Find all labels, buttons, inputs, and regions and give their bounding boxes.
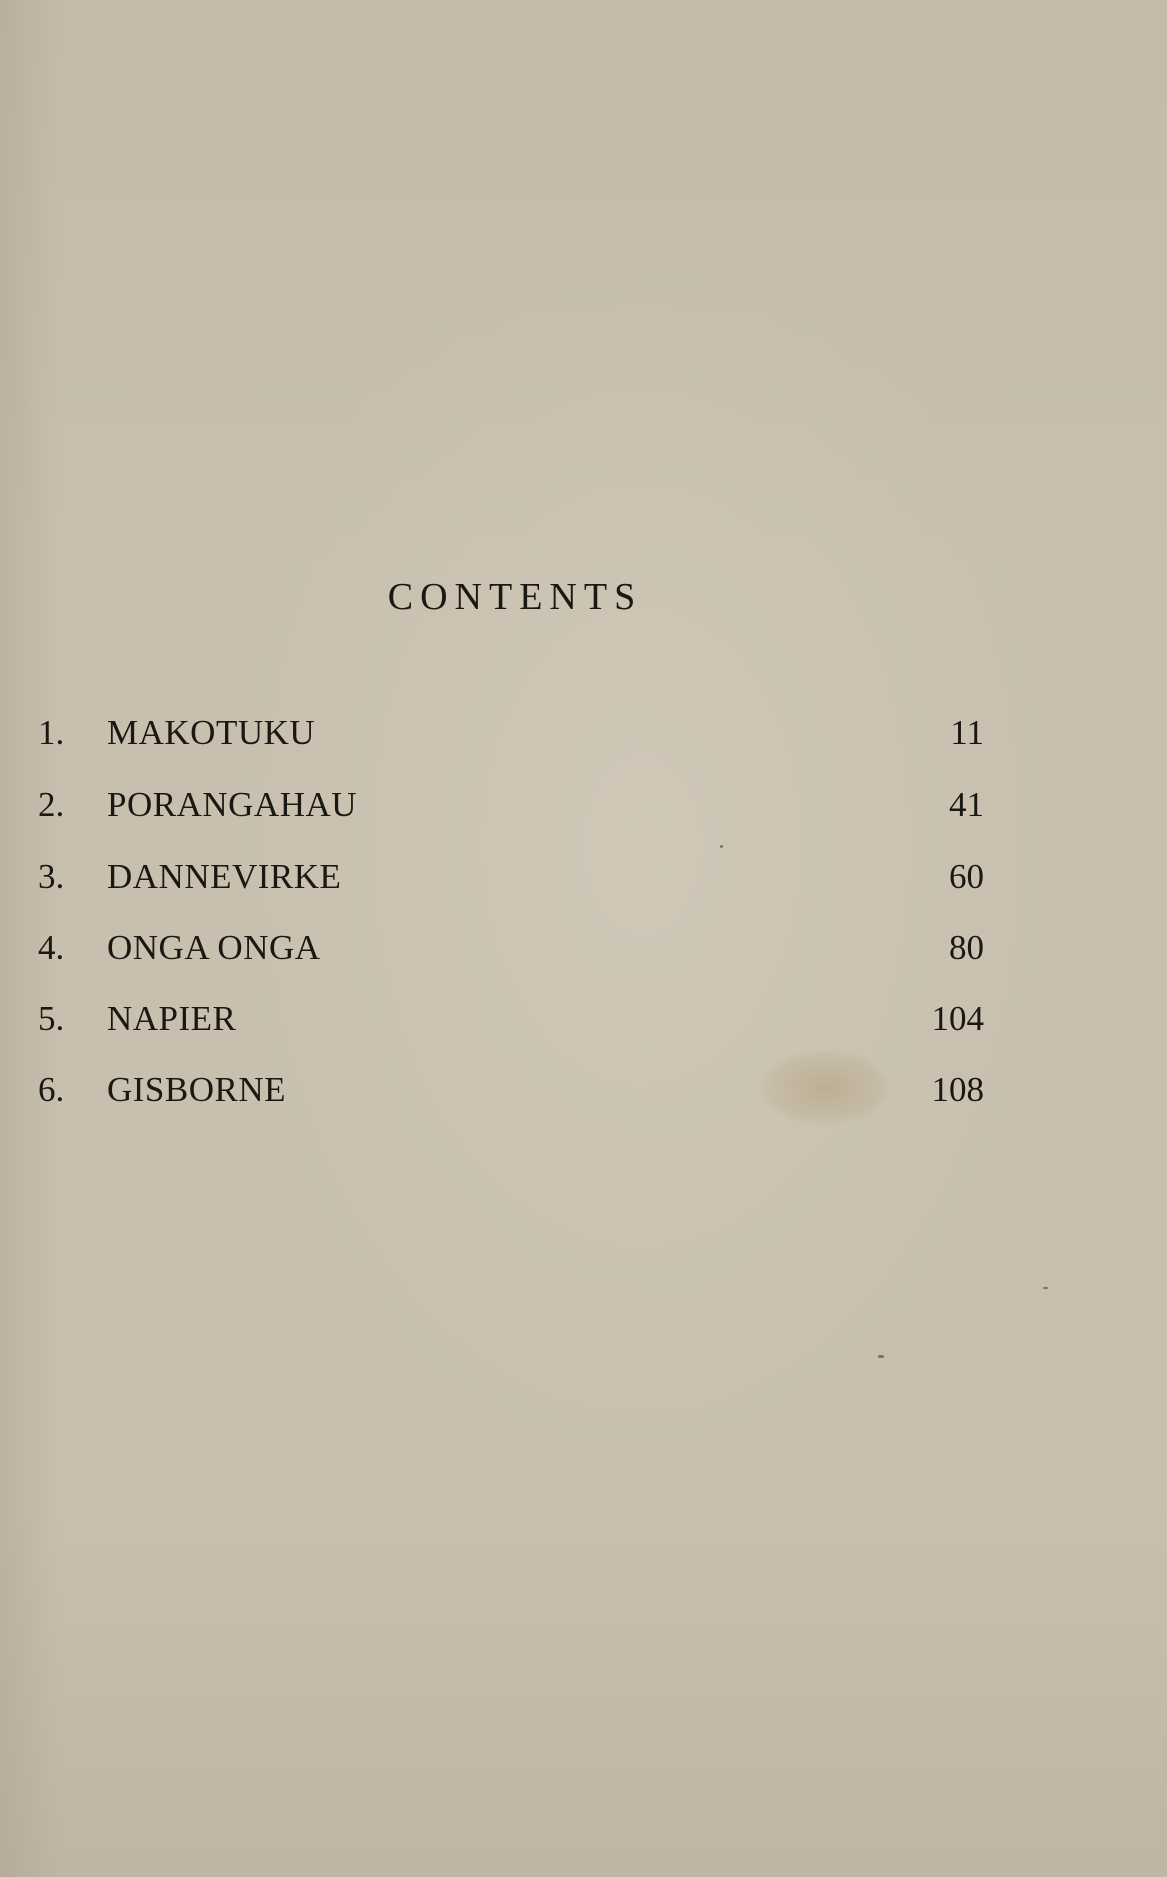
page-number: 11 [950, 713, 984, 752]
chapter-number: 1. [38, 713, 65, 752]
chapter-title: NAPIER [107, 999, 237, 1038]
toc-entry [0, 923, 1167, 973]
page-number: 80 [949, 928, 984, 967]
chapter-title: GISBORNE [107, 1070, 287, 1109]
page-number: 41 [949, 785, 984, 824]
chapter-title: DANNEVIRKE [107, 857, 342, 896]
paper-speck [720, 845, 723, 848]
page-number: 108 [931, 1070, 984, 1109]
chapter-title: PORANGAHAU [107, 785, 358, 824]
contents-heading: CONTENTS [387, 576, 643, 618]
paper-speck [878, 1355, 884, 1358]
toc-entry [0, 852, 1167, 902]
chapter-number: 4. [38, 928, 65, 967]
page-number: 60 [949, 857, 984, 896]
chapter-number: 5. [38, 999, 65, 1038]
toc-entry [0, 708, 1167, 758]
toc-entry [0, 780, 1167, 830]
page-number: 104 [931, 999, 984, 1038]
paper-speck [1043, 1287, 1048, 1289]
chapter-title: MAKOTUKU [107, 713, 316, 752]
toc-entry [0, 1065, 1167, 1115]
chapter-title: ONGA ONGA [107, 928, 321, 967]
chapter-number: 6. [38, 1070, 65, 1109]
chapter-number: 3. [38, 857, 65, 896]
chapter-number: 2. [38, 785, 65, 824]
toc-entry [0, 994, 1167, 1044]
